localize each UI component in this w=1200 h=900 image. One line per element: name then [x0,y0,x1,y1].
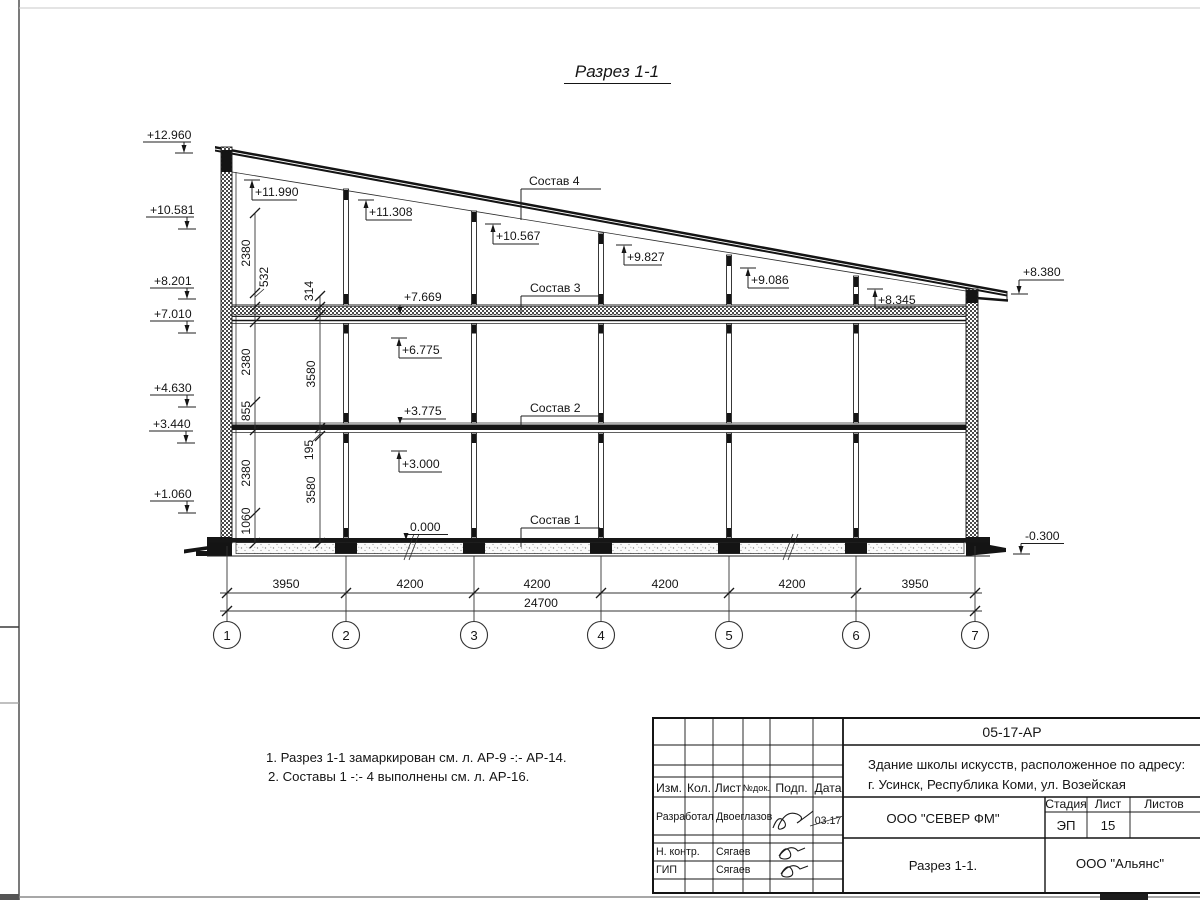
svg-text:+4.630: +4.630 [154,381,192,395]
client-name: ООО "Альянс" [1075,856,1165,871]
svg-text:+7.669: +7.669 [404,290,442,304]
note-line: 1. Разрез 1-1 замаркирован см. л. АР-9 -:- АР-14. [266,750,567,765]
dim-label: 3950 [272,577,300,591]
svg-text:+3.440: +3.440 [153,417,191,431]
doc-number: 05-17-АР [982,724,1042,740]
sheet-header: Лист [1094,797,1122,811]
svg-text:0.000: 0.000 [410,520,441,534]
grid-bubbles [214,622,989,649]
svg-text:-0.300: -0.300 [1025,529,1060,543]
svg-text:+10.581: +10.581 [150,203,195,217]
svg-text:+7.010: +7.010 [154,307,192,321]
project-name-line1: Здание школы искусств, расположенное по адресу: [868,757,1186,772]
svg-text:+10.567: +10.567 [496,229,541,243]
svg-text:+6.775: +6.775 [402,343,440,357]
svg-text:+8.380: +8.380 [1023,265,1061,279]
svg-text:4: 4 [597,628,605,643]
dim-label: 1060 [239,507,253,535]
dim-label: 2380 [239,459,253,487]
elevation-mark [740,268,789,288]
svg-text:Состав 4: Состав 4 [529,174,580,188]
right-wall [966,289,978,543]
elevation-mark [150,274,196,299]
rev-header: Лист [714,781,742,795]
svg-text:5: 5 [725,628,733,643]
svg-text:+1.060: +1.060 [154,487,192,501]
svg-text:+11.990: +11.990 [255,185,299,199]
svg-text:3: 3 [470,628,478,643]
name-cell: Сягаев [716,846,751,858]
notes [266,750,567,784]
vertical-dim-chains [239,208,325,548]
role-cell: ГИП [656,864,677,876]
svg-text:Состав 2: Состав 2 [530,401,581,415]
name-cell: Сягаев [716,864,751,876]
stage-value: ЭП [1056,818,1076,833]
column-footing [590,543,612,554]
sheets-header: Листов [1144,797,1184,811]
note-line: 2. Составы 1 -:- 4 выполнены см. л. АР-16. [268,769,530,784]
dim-label: 4200 [523,577,551,591]
dim-label: 4200 [778,577,806,591]
dim-label: 3580 [304,476,318,504]
drawing-title [564,62,671,84]
rev-header: Подп. [775,781,808,795]
elevation-mark [485,224,541,244]
svg-text:2: 2 [342,628,350,643]
floor-level-2 [232,305,966,324]
floor-level-1 [232,423,966,433]
project-name-line2: г. Усинск, Республика Коми, ул. Возейская [868,777,1126,792]
column-footing [335,543,357,554]
svg-text:Состав 1: Состав 1 [530,513,581,527]
svg-text:1: 1 [223,628,231,643]
rev-header: Кол. [686,781,712,795]
role-cell: Н. контр. [656,846,700,858]
svg-text:+9.086: +9.086 [751,273,789,287]
svg-text:+8.345: +8.345 [878,293,916,307]
svg-text:+12.960: +12.960 [147,128,192,142]
elevation-mark [143,128,193,153]
elevation-mark [150,381,196,407]
rev-header: №док. [742,783,771,793]
elevation-mark [1013,529,1064,554]
elevation-mark [398,404,447,424]
svg-text:+8.201: +8.201 [154,274,192,288]
elevation-mark [146,203,196,229]
elevation-mark [616,245,665,265]
dim-label: 2380 [239,239,253,267]
dim-label: 4200 [651,577,679,591]
svg-text:Состав 3: Состав 3 [530,281,581,295]
elevation-mark [391,451,442,472]
elevation-mark [1011,265,1064,294]
dim-label: 2380 [239,348,253,376]
dim-label: 4200 [396,577,424,591]
elevation-marks-left [143,128,196,513]
rev-header: Дата [814,781,842,795]
rev-header: Изм. [655,781,683,795]
sheet-title: Разрез 1-1. [908,858,978,873]
sheet-number: 15 [1100,818,1116,833]
elevation-mark [149,417,195,443]
column-footing [718,543,740,554]
elevation-mark [244,180,299,200]
role-cell: Разработал [656,811,714,823]
column-footing [845,543,867,554]
dim-label: 532 [257,266,271,288]
dim-total-label: 24700 [524,596,558,610]
name-cell: Двоеглазов [716,811,773,823]
elevation-mark [150,307,196,333]
dim-label: 314 [302,280,316,302]
elevation-marks-right [1011,265,1064,554]
elevation-mark [358,200,413,220]
bottom-dimensions [220,546,982,622]
svg-text:+3.775: +3.775 [404,404,442,418]
elevation-mark [150,487,196,513]
date-cell: 03.17 [814,815,842,827]
column-footing [463,543,485,554]
svg-text:+11.308: +11.308 [369,205,413,219]
page-title: Разрез 1-1 [574,62,660,81]
elevation-mark [391,338,442,358]
company-name: ООО "СЕВЕР ФМ" [886,811,1000,826]
svg-text:6: 6 [852,628,860,643]
left-wall [221,147,232,543]
dim-label: 855 [239,400,253,422]
dim-label: 195 [302,439,316,461]
stage-header: Стадия [1045,797,1087,811]
dim-label: 3950 [901,577,929,591]
title-block [653,718,1200,893]
svg-text:+9.827: +9.827 [627,250,665,264]
svg-text:+3.000: +3.000 [402,457,440,471]
dim-label: 3580 [304,360,318,388]
svg-text:7: 7 [971,628,979,643]
elevation-mark [404,520,449,540]
